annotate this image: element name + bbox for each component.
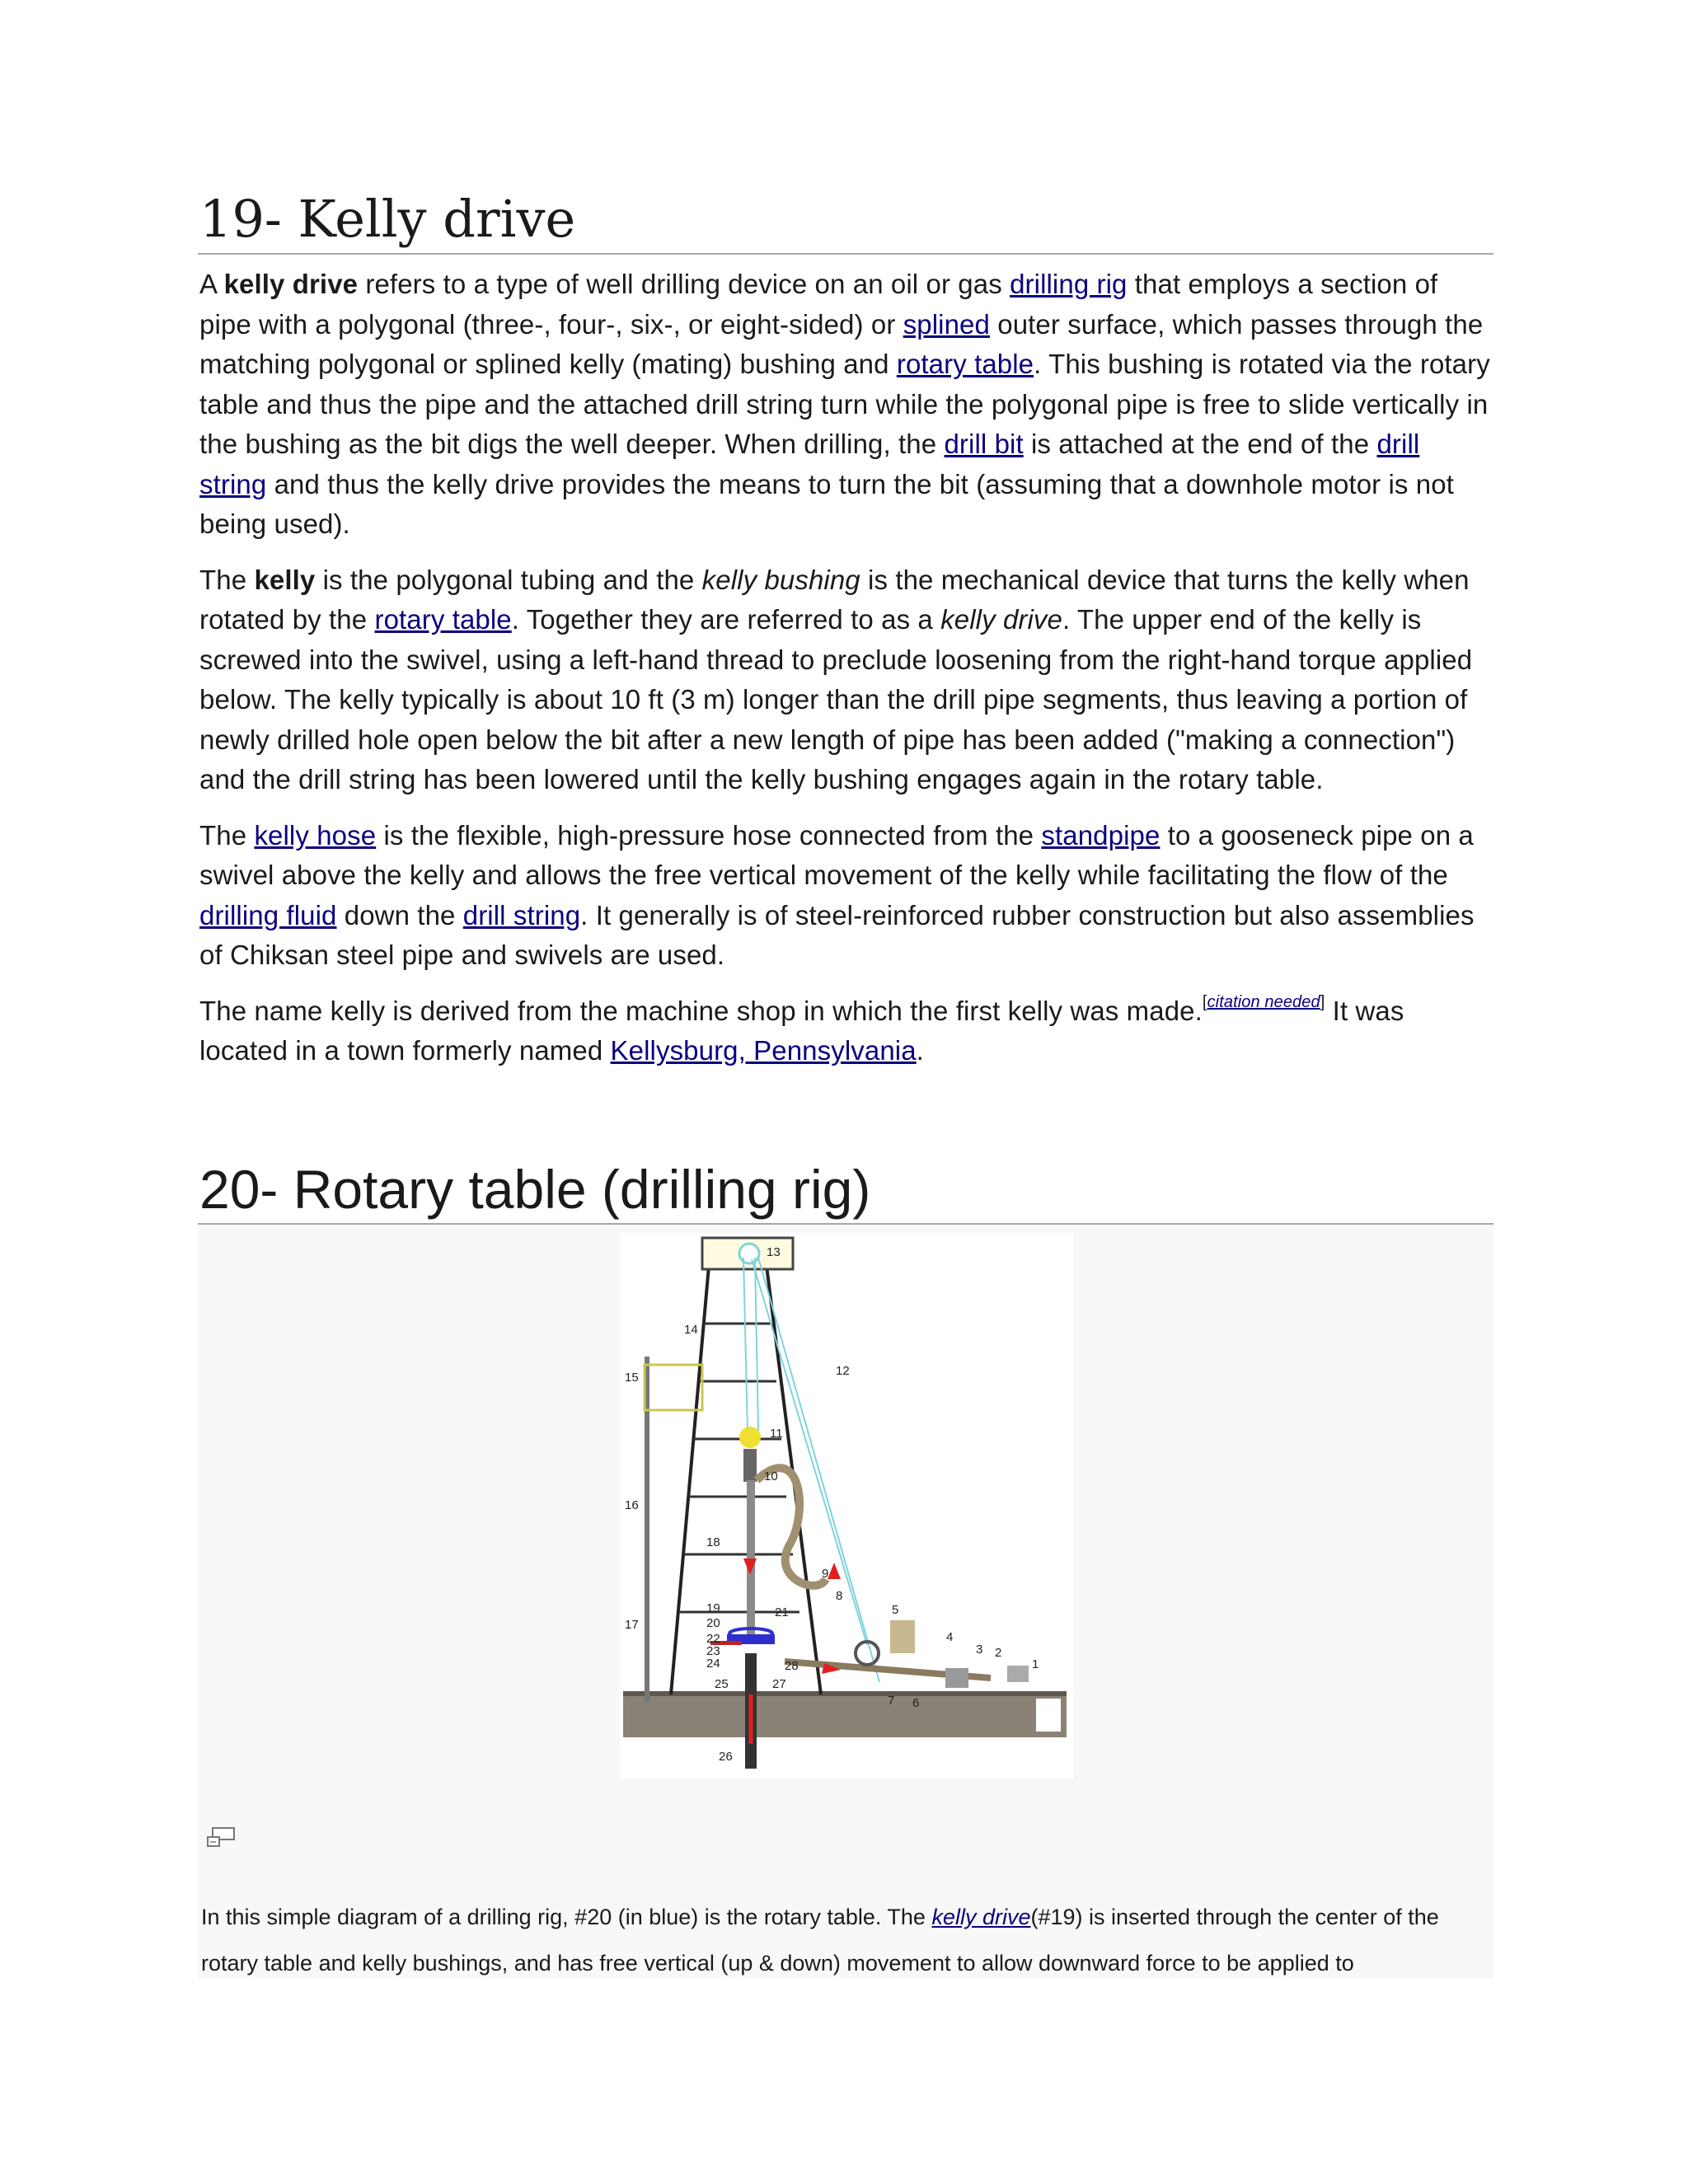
link-citation-needed[interactable]: citation needed [1207, 992, 1320, 1011]
diagram-label-12: 12 [836, 1363, 850, 1378]
link-kelly-hose[interactable]: kelly hose [254, 819, 377, 851]
diagram-label-9: 9 [822, 1566, 829, 1581]
diagram-label-4: 4 [946, 1629, 954, 1644]
page-content [198, 190, 1493, 1979]
link-drilling-fluid[interactable]: drilling fluid [199, 899, 337, 930]
diagram-label-25: 25 [715, 1676, 729, 1691]
kelly-paragraph-3: The kelly hose is the flexible, high-pressure hose connected from the standpipe to a gooseneck pipe on a swivel above the kelly and allows the free vertical movement of the kelly while facilitating the flow of the drilling fluid down the drill string. It generally is of steel-reinforced rubber construction but also assemblies of Chiksan steel pipe and swivels are used. [199, 819, 1475, 971]
link-drill-string-2[interactable]: drill string [462, 899, 581, 930]
diagram-label-7: 7 [888, 1693, 895, 1708]
section-19-heading: 19- Kelly drive [198, 190, 1493, 255]
diagram-label-16: 16 [625, 1497, 639, 1512]
link-kellysburg[interactable]: Kellysburg, Pennsylvania [610, 1035, 917, 1066]
kelly-paragraph-1: A kelly drive refers to a type of well drilling device on an oil or gas drilling rig that employs a section of pipe with a polygonal (three-, four-, six-, or eight-sided) or splined outer surface, which passes through the matching polygonal or splined kelly (mating) bushing and rotary table. This bushing is rotated via the rotary table and thus the pipe and the attached drill string turn while the polygonal pipe is free to slide vertically in the bushing as the bit digs the well deeper. When drilling, the drill bit is attached at the end of the drill string and thus the kelly drive provides the means to turn the bit (assuming that a downhole motor is not being used). [199, 269, 1490, 540]
drilling-rig-diagram-image[interactable] [620, 1233, 1073, 1779]
link-rotary-table-2[interactable]: rotary table [374, 604, 512, 635]
drilling-rig-diagram [620, 1233, 1073, 1779]
diagram-label-27: 27 [772, 1676, 786, 1691]
diagram-label-15: 15 [625, 1370, 639, 1385]
diagram-label-3: 3 [976, 1642, 983, 1657]
link-drill-bit[interactable]: drill bit [944, 429, 1024, 460]
diagram-label-6: 6 [912, 1695, 920, 1710]
diagram-label-23: 23 [706, 1643, 720, 1658]
diagram-label-24: 24 [706, 1656, 720, 1671]
section-20-heading: 20- Rotary table (drilling rig) [198, 1159, 1493, 1225]
enlarge-icon[interactable] [206, 1826, 236, 1848]
diagram-label-8: 8 [836, 1588, 843, 1603]
diagram-label-18: 18 [706, 1535, 720, 1549]
diagram-label-13: 13 [767, 1244, 781, 1259]
diagram-label-26: 26 [719, 1749, 733, 1764]
figure-box [198, 1225, 1493, 1979]
link-kelly-drive-caption[interactable]: kelly drive [931, 1904, 1031, 1929]
diagram-label-22: 22 [706, 1631, 720, 1646]
link-rotary-table[interactable]: rotary table [896, 349, 1034, 380]
diagram-label-28: 28 [785, 1658, 799, 1673]
diagram-label-14: 14 [684, 1322, 698, 1337]
diagram-label-11: 11 [770, 1426, 783, 1441]
link-standpipe[interactable]: standpipe [1041, 819, 1160, 851]
kelly-paragraph-2: The kelly is the polygonal tubing and the kelly bushing is the mechanical device that turns the kelly when rotated by the rotary table. Together they are referred to as a kelly drive. The upper end of the kelly is screwed into the swivel, using a left-hand thread to preclude loosening from the right-hand torque applied below. The kelly typically is about 10 ft (3 m) longer than the drill pipe segments, thus leaving a portion of newly drilled hole open below the bit after a new length of pipe has been added ("making a connection") and the drill string has been lowered until the kelly bushing engages again in the rotary table. [199, 564, 1473, 795]
diagram-label-17: 17 [625, 1617, 639, 1632]
figure-caption: In this simple diagram of a drilling rig, #20 (in blue) is the rotary table. The kelly drive(#19) is inserted through the center of the rotary table and kelly bushings, and has free vertical (up & down) movement to allow downward force to be applied to [201, 1904, 1439, 1975]
diagram-label-10: 10 [764, 1469, 778, 1483]
diagram-label-20: 20 [706, 1615, 720, 1630]
kelly-paragraph-4: The name kelly is derived from the machine shop in which the first kelly was made.[citation needed] It was located in a town formerly named Kellysburg, Pennsylvania. [199, 992, 1404, 1066]
diagram-label-2: 2 [995, 1645, 1002, 1660]
diagram-label-19: 19 [706, 1601, 720, 1615]
link-drilling-rig[interactable]: drilling rig [1010, 269, 1128, 300]
diagram-label-5: 5 [892, 1602, 899, 1617]
link-splined[interactable]: splined [903, 308, 990, 340]
link-drill-string[interactable]: drill string [199, 429, 1420, 499]
citation-needed: [citation needed] [1202, 992, 1325, 1011]
diagram-label-21: 21 [775, 1605, 789, 1619]
diagram-label-1: 1 [1032, 1657, 1039, 1671]
